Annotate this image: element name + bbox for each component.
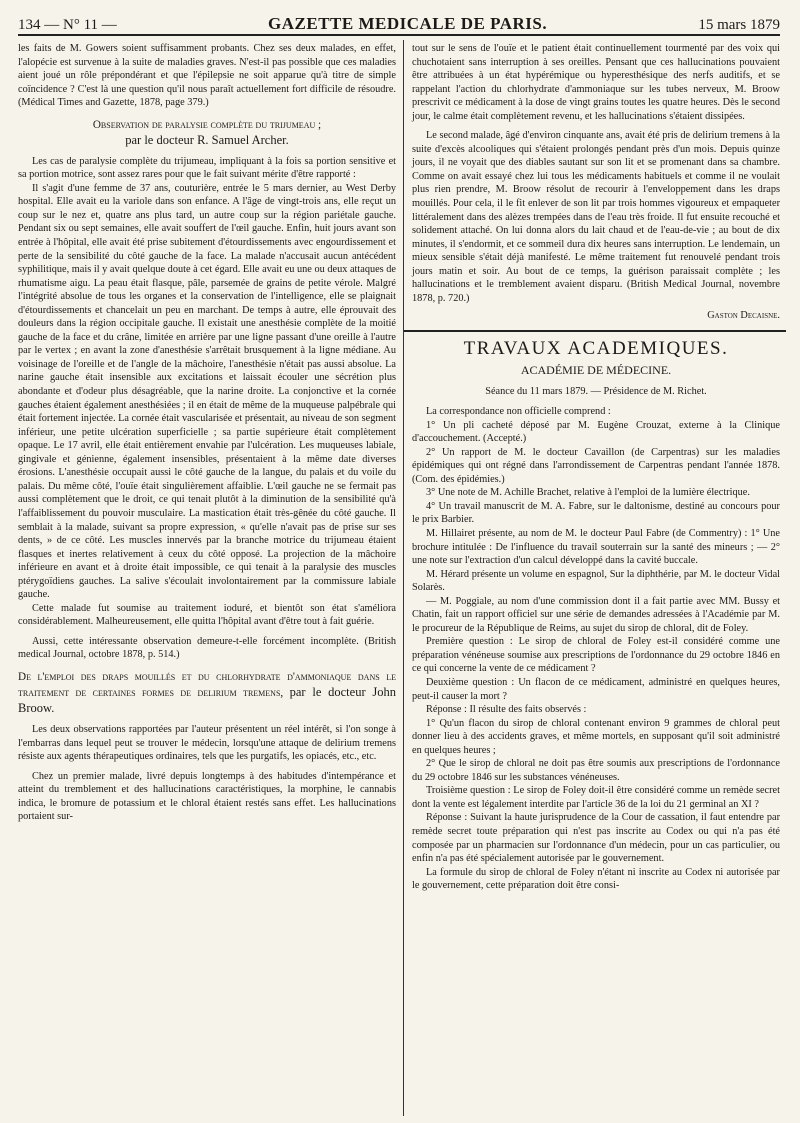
title-text: De l'emploi des draps mouillés et du chlorhydrate d'ammoniaque dans le traitement de certaines formes de delirium tremens, xyxy=(18,670,396,699)
right-column xyxy=(412,42,780,893)
paragraph: Deuxième question : Un flacon de ce médicament, administré en quelques heures, peut-il causer la mort ? xyxy=(412,676,780,702)
journal-title: GAZETTE MEDICALE DE PARIS. xyxy=(268,14,548,33)
paragraph: 2° Un rapport de M. le docteur Cavaillon (de Carpentras) sur les maladies épidémiques qui ont régné dans l'arrondissement de Carpentras pendant l'année 1878. (Com. des épidémies.) xyxy=(412,446,780,485)
paragraph: 2° Que le sirop de chloral ne doit pas être soumis aux prescriptions de l'ordonnance du 29 octobre 1846 sur les substances vénéneuses. xyxy=(412,758,780,783)
signature: Gaston Decaisne. xyxy=(707,310,780,322)
article-author: par le docteur John Broow. xyxy=(18,684,396,715)
paragraph: La formule du sirop de chloral de Foley n'étant ni inscrite au Codex ni autorisée par le gouvernement, cette préparation doit être consi- xyxy=(412,866,780,892)
title-text: Observation de paralysie complète du trijumeau ; xyxy=(92,118,322,131)
paragraph: Chez un premier malade, livré depuis longtemps à des habitudes d'intempérance et atteint du tremblement et des hallucinations caractéristiques, la morphine, le cannabis indica, le bromure de potassium et le chloral étaient restés sans effet. Les hallucinations portaient sur- xyxy=(18,770,396,823)
paragraph: Les deux observations rapportées par l'auteur présentent un réel intérêt, si l'on songe à l'embarras dans lequel peut se trouver le médecin, lorsqu'une attaque de delirium tremens résiste aux agents thérapeutiques ordinaires, tels que les purgatifs, les opiacés, etc., etc. xyxy=(18,723,396,763)
column-divider xyxy=(403,40,404,1116)
paragraph: Réponse : Suivant la haute jurisprudence de la Cour de cassation, il faut entendre par remède secret toute préparation qui n'est pas inscrite au Codex ou qui n'a pas été composée par un pharmacien sur l'ordonnance d'un médecin, pour un cas particulier, ou enfin n'a pas été spécialement autorisée par le gouvernement. xyxy=(412,812,780,865)
subsection-heading: ACADÉMIE DE MÉDECINE. xyxy=(520,362,672,377)
page-number: 134 xyxy=(18,17,41,33)
paragraph: Les cas de paralysie complète du trijumeau, impliquant à la fois sa portion sensitive et sa portion motrice, sont assez rares pour que le fait suivant mérite d'être rapporté : xyxy=(18,155,396,181)
issue-date: 15 mars 1879 xyxy=(698,17,780,33)
paragraph: tout sur le sens de l'ouïe et le patient était continuellement tourmenté par des voix qui chuchotaient sans interruption à ses oreilles. Pensant que ces hallucinations pouvaient être attribuées à un état hypérémique ou hyperesthésique des nerfs auditifs, et se rappelant l'action du chlorhydrate d'ammoniaque sur les tubes nerveux, M. Broow prescrivit ce médicament à la dose de vingt grains toutes les quatre heures. Dès le second jour, le calme était complètement revenu, et les hallucinations s'étaient dissipées. xyxy=(412,43,780,122)
left-column xyxy=(18,42,396,824)
section-rule xyxy=(404,330,786,332)
paragraph: Cette malade fut soumise au traitement ioduré, et bientôt son état s'améliora considérablement. Malheureusement, elle quitta l'hôpital avant d'être tout à fait guérie. xyxy=(18,602,396,628)
paragraph: Réponse : Il résulte des faits observés : xyxy=(426,704,587,716)
paragraph: Aussi, cette intéressante observation demeure-t-elle forcément incomplète. (British medical Journal, octobre 1878, p. 514.) xyxy=(18,635,396,661)
page-header xyxy=(18,8,780,36)
paragraph: Première question : Le sirop de chloral de Foley est-il considéré comme une préparation vénéneuse soumise aux prescriptions de l'ordonnance du 29 octobre 1846 en ce qui concerne la vente de ce médicament ? xyxy=(412,636,780,675)
paragraph: M. Hillairet présente, au nom de M. le docteur Paul Fabre (de Commentry) : 1° Une brochure intitulée : De l'influence du travail souterrain sur la santé des mineurs ; — 2° une note sur l'extraction d'un calcul développé dans la cavité buccale. xyxy=(412,527,780,567)
paragraph: — M. Poggiale, au nom d'une commission dont il a fait partie avec MM. Bussy et Chatin, fait un rapport officiel sur une série de demandes adressées à l'Académie par M. le procureur de la République de Reims, au sujet du sirop de chloral, dit de Foley. xyxy=(412,595,780,634)
paragraph: M. Hérard présente un volume en espagnol, Sur la diphthérie, par M. le docteur Vidal Solarès. xyxy=(412,568,780,594)
article-title xyxy=(18,118,396,149)
paragraph: Troisième question : Le sirop de Foley doit-il être considéré comme un remède secret dont la vente est légalement interdite par l'article 36 de la loi du 21 germinal an XI ? xyxy=(412,785,780,810)
issue-number: — N° 11 — xyxy=(44,17,117,33)
paragraph: Le second malade, âgé d'environ cinquante ans, avait été pris de delirium tremens à la suite d'excès alcooliques qui s'étaient prolongés pendant près d'un mois. Depuis quinze jours, il ne voyait que des diables sautant sur son lit et se promenant dans sa chambre. Comme on avait essayé chez lui tous les médicaments habituels et comme il ne voulait plus rien prendre, M. Broow résolut de recourir à l'enveloppement dans les draps mouillés. Pour cela, il le fit enlever de son lit par trois hommes vigoureux et empaqueter littéralement dans des alèzes trempées dans de l'eau très froide. Il fut ensuite recouché et solidement attaché. On lui donna alors du lait chaud et de l'eau-de-vie ; au bout de dix minutes, il s'endormit, et ce sommeil dura dix heures sans interruption. Le lendemain, un mieux sensible s'était déjà manifesté. Le même traitement fut renouvelé pendant trois jours matin et soir. Au bout de ce temps, la guérison paraissait complète ; les hallucinations et le tremblement avaient disparu. (British Medical Journal, novembre 1878, p. 720.) xyxy=(412,130,780,304)
session-line: Séance du 11 mars 1879. — Présidence de M. Richet. xyxy=(485,386,707,398)
article-title xyxy=(18,670,396,717)
paragraph: 4° Un travail manuscrit de M. A. Fabre, sur le daltonisme, destiné au concours pour le prix Barbier. xyxy=(412,500,780,526)
section-heading: TRAVAUX ACADEMIQUES. xyxy=(463,337,729,359)
paragraph: Il s'agit d'une femme de 37 ans, couturière, entrée le 5 mars dernier, au West Derby hospital. Elle avait eu la variole dans son enfance. A l'âge de vingt-trois ans, elle reçut un coup sur le nez et, quatre ans plus tard, un autre coup sur la région pariétale gauche. Pendant six ou sept semaines, elle avait souffert de l'œil gauche. Enfin, huit jours avant son entrée à l'hôpital, elle avait été prise subitement d'étourdissements avec engourdissement et perte de la sensibilité du côté gauche de la face. La malade n'accusait aucun antécédent syphilitique, mais il y avait quelque doute à cet égard. Elle avait eu une ou deux attaques de rhumatisme aigu. La peau était flasque, pâle, parsemée de grains de petite vérole. Malgré l'intégrité absolue de tous les organes et la conservation de l'intelligence, elle se plaignait d'étourdissements et chancelait un peu en marchant. De temps à autre, elle éprouvait des douleurs dans la région occipitale gauche. Il existait une anesthésie complète de la moitié gauche de la face et du crâne, limitée en arrière par une ligne passant d'une oreille à l'autre par le vertex ; en avant la zone d'anesthésie s'arrêtait brusquement à la ligne médiane. Au voisinage de l'oreille et de l'angle de la mâchoire, l'anesthésie n'était pas aussi absolue. La narine gauche était insensible aux excitations et laissait écouler une sécrétion plus abondante et d'odeur plus désagréable, que la narine droite. La conjonctive et la cornée gauches étaient également anesthésiées ; il en était de même de la muqueuse palpébrale qui était fortement injectée. La cornée était vascularisée et présentait, au niveau de son segment inférieur, une petite ulcération superficielle ; sa partie supérieure était complètement opaque. Le 17 avril, elle était entièrement envahie par l'ulcération. Les muqueuses labiale, gingivale et génienne, également insensibles, présentaient à la même date diverses érosions. L'anesthésie occupait aussi le côté gauche de la langue, du palais et du voile du palais. Du même côté, l'ouïe était singulièrement affaiblie. L'œil gauche ne se fermait pas aussi complètement que le droit, ce qui tenait plutôt à la diminution de la sensibilité qu'à l'affaiblissement du pouvoir musculaire. La mastication était très-gênée du côté gauche. Il semblait à la malade, suivant sa propre expression, « qu'elle n'avait pas de prise sur ses dents, » de ce côté. Les muscles innervés par la branche motrice du trijumeau étaient flasques et inertes relativement à ceux du côté opposé. La projection de la mâchoire inférieure en avant et à droite était impossible, ce qui tenait à la paralysie des muscles ptérygoïdiens gauches. La salive s'écoulait involontairement par la commissure labiale gauche. xyxy=(18,182,396,601)
paragraph: La correspondance non officielle comprend : xyxy=(426,406,611,418)
header-left xyxy=(18,17,117,34)
article-author: par le docteur R. Samuel Archer. xyxy=(125,132,289,147)
paragraph: les faits de M. Gowers soient suffisamment probants. Chez ses deux malades, en effet, l'alopécie est survenue à la suite de maladies graves. N'est-il pas possible que ces maladies aient joué un rôle prépondérant et que l'épilepsie ne soit apparue qu'à titre de simple coïncidence ? C'est là une question qu'il nous paraît actuellement fort difficile de résoudre. (Médical Times and Gazette, 1878, page 379.) xyxy=(18,43,396,109)
paragraph: 1° Un pli cacheté déposé par M. Eugène Crouzat, externe à la Clinique d'accouchement. (Accepté.) xyxy=(412,419,780,445)
paragraph: 3° Une note de M. Achille Brachet, relative à l'emploi de la lumière électrique. xyxy=(426,487,750,499)
paragraph: 1° Qu'un flacon du sirop de chloral contenant environ 9 grammes de chloral peut donner lieu à des accidents graves, et même mortels, en supposant qu'il soit administré en quelques heures ; xyxy=(412,717,780,756)
